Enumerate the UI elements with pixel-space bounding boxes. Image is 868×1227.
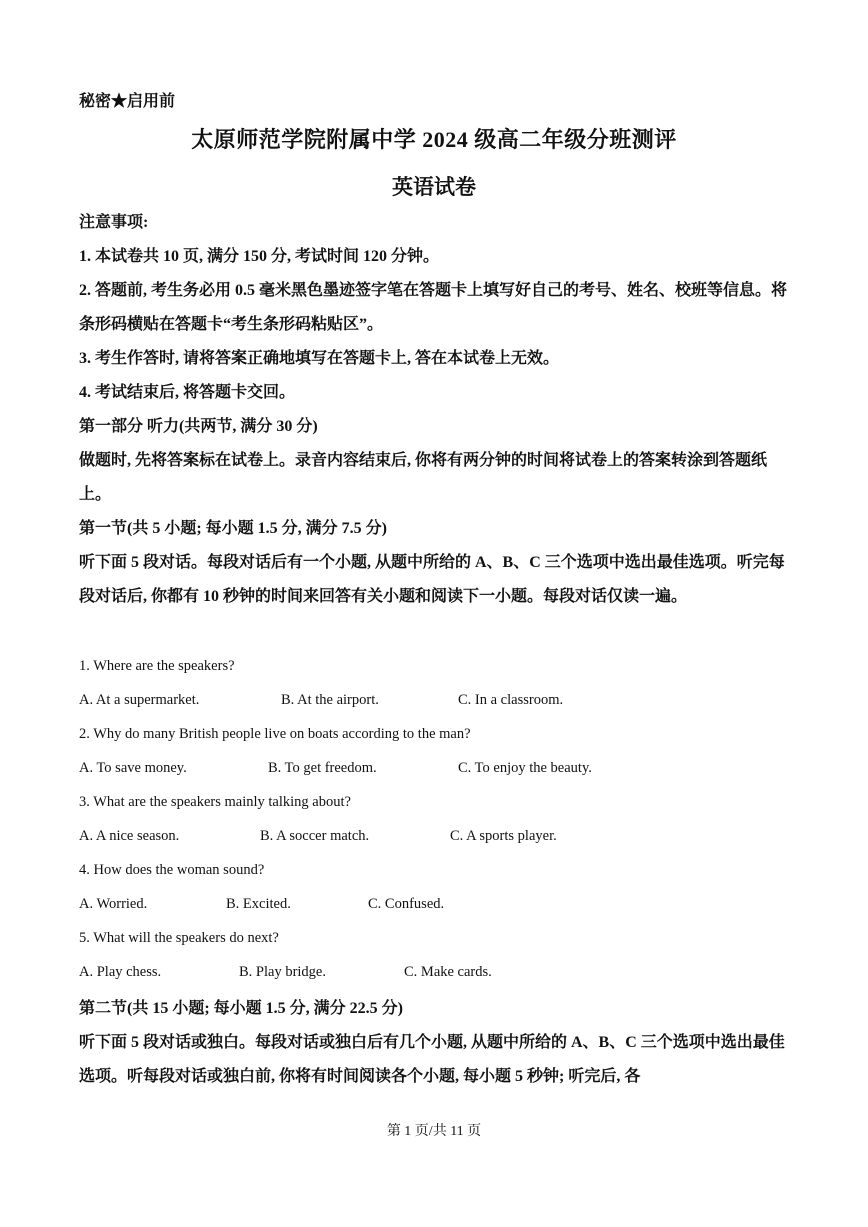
- question-4: 4. How does the woman sound?: [79, 862, 265, 878]
- question-1: 1. Where are the speakers?: [79, 658, 235, 674]
- secret-mark: 秘密★启用前: [79, 93, 176, 110]
- section2-instruction: 听下面 5 段对话或独白。每段对话或独白后有几个小题, 从题中所给的 A、B、C 三个选项中选出最佳选项。听每段对话或独白前, 你将有时间阅读各个小题, 每小题 5 秒钟; 听完后, 各: [79, 1034, 785, 1085]
- section1-heading: 第一节(共 5 小题; 每小题 1.5 分, 满分 7.5 分): [79, 520, 387, 537]
- section1-instruction: 听下面 5 段对话。每段对话后有一个小题, 从题中所给的 A、B、C 三个选项中选出最佳选项。听完每段对话后, 你都有 10 秒钟的时间来回答有关小题和阅读下一小题。每段对话仅读一遍。: [79, 554, 785, 605]
- exam-subtitle: 英语试卷: [392, 175, 476, 199]
- part1-instruction: 做题时, 先将答案标在试卷上。录音内容结束后, 你将有两分钟的时间将试卷上的答案转涂到答题纸上。: [79, 452, 768, 503]
- question-3: 3. What are the speakers mainly talking about?: [79, 794, 351, 810]
- question-1-option-b: B. At the airport.: [281, 692, 379, 708]
- question-1-option-c: C. In a classroom.: [458, 692, 564, 708]
- notice-item-4: 4. 考试结束后, 将答题卡交回。: [79, 384, 296, 401]
- question-2-option-a: A. To save money.: [79, 760, 187, 776]
- part1-heading: 第一部分 听力(共两节, 满分 30 分): [79, 418, 318, 435]
- question-3-option-c: C. A sports player.: [450, 828, 557, 844]
- question-5: 5. What will the speakers do next?: [79, 930, 279, 946]
- question-3-option-b: B. A soccer match.: [260, 828, 370, 844]
- question-3-option-a: A. A nice season.: [79, 828, 180, 844]
- section2-heading: 第二节(共 15 小题; 每小题 1.5 分, 满分 22.5 分): [79, 1000, 403, 1017]
- question-2: 2. Why do many British people live on boats according to the man?: [79, 726, 471, 742]
- notice-item-2: 2. 答题前, 考生务必用 0.5 毫米黑色墨迹签字笔在答题卡上填写好自己的考号、姓名、校班等信息。将条形码横贴在答题卡“考生条形码粘贴区”。: [79, 282, 788, 333]
- notice-heading: 注意事项:: [79, 214, 149, 231]
- notice-item-3: 3. 考生作答时, 请将答案正确地填写在答题卡上, 答在本试卷上无效。: [79, 350, 560, 367]
- question-1-option-a: A. At a supermarket.: [79, 692, 200, 708]
- question-5-option-c: C. Make cards.: [404, 964, 492, 980]
- question-2-option-b: B. To get freedom.: [268, 760, 377, 776]
- question-4-option-c: C. Confused.: [368, 896, 445, 912]
- question-5-option-b: B. Play bridge.: [239, 964, 326, 980]
- notice-item-1: 1. 本试卷共 10 页, 满分 150 分, 考试时间 120 分钟。: [79, 248, 440, 265]
- question-5-option-a: A. Play chess.: [79, 964, 162, 980]
- question-2-option-c: C. To enjoy the beauty.: [458, 760, 592, 776]
- question-4-option-b: B. Excited.: [226, 896, 291, 912]
- question-4-option-a: A. Worried.: [79, 896, 148, 912]
- exam-title: 太原师范学院附属中学 2024 级高二年级分班测评: [191, 127, 677, 152]
- page-number: 第 1 页/共 11 页: [386, 1124, 482, 1139]
